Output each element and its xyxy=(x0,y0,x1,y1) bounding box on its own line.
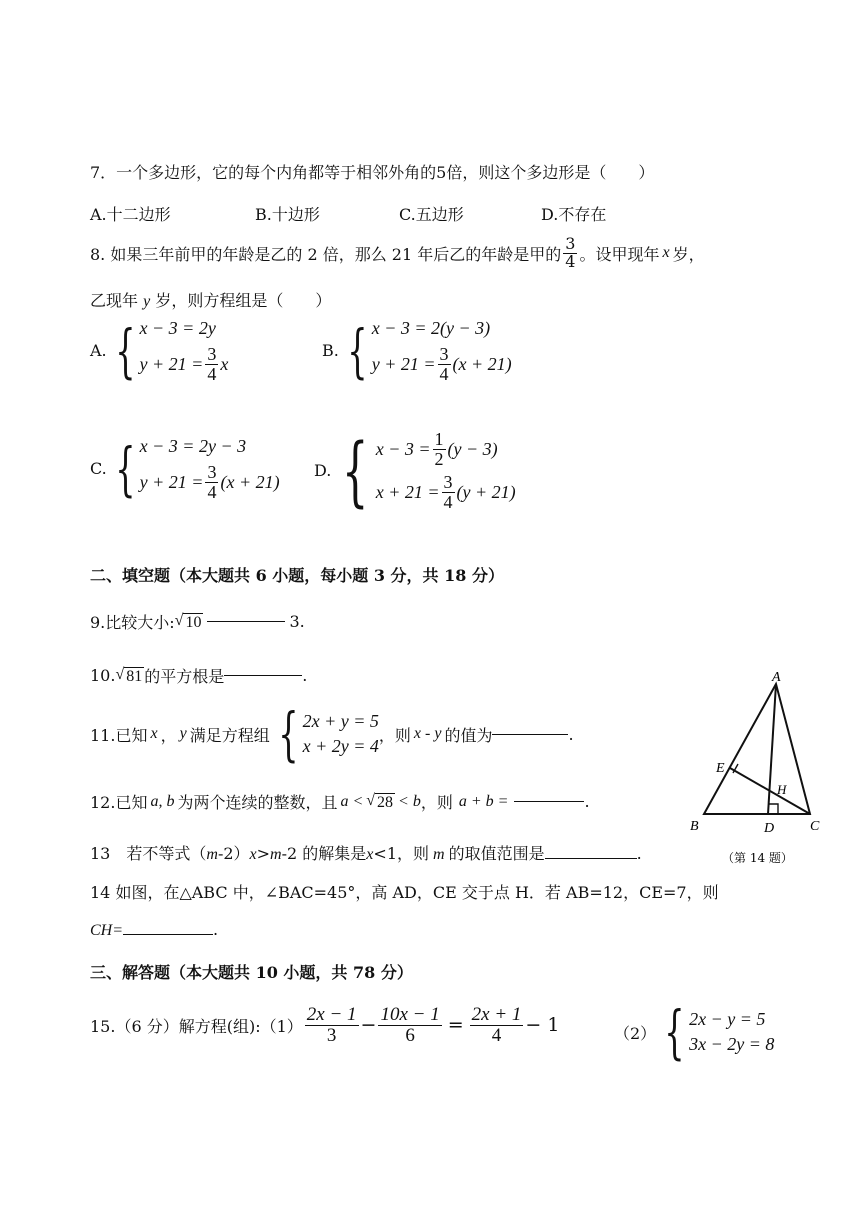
q8-option-c-system: { x − 3 = 2y − 3 y + 21 = $\frac{3}{4}$ (x + 21) xyxy=(115,434,280,503)
q8-option-b xyxy=(322,318,512,384)
q8-d-eq2-right: (y + 21) xyxy=(456,481,516,502)
q15-frac1 xyxy=(305,1005,359,1046)
q8-option-a-label: A. xyxy=(90,341,107,361)
label-c: C xyxy=(810,819,820,834)
q8-var-x: x xyxy=(662,244,670,262)
q15-frac3-den: 4 xyxy=(491,1024,502,1046)
q8-a-frac xyxy=(205,345,218,384)
q8-a-frac-den: 4 xyxy=(207,363,217,384)
q11-system: { 2x + y = 5 x + 2y = 4 xyxy=(278,700,379,768)
q7-option-b: B.十边形 xyxy=(255,205,320,224)
q15-part2 xyxy=(614,998,775,1066)
label-h: H xyxy=(777,782,787,797)
q14-line2 xyxy=(90,920,218,940)
q8-b-eq1: x − 3 = 2(y − 3) xyxy=(371,318,491,338)
q15-frac2 xyxy=(378,1005,441,1046)
q15-eq1: 2x − y = 5 xyxy=(689,1009,766,1029)
q8-option-c xyxy=(90,436,280,502)
q8-d-frac2 xyxy=(442,473,455,512)
q13-t5: 的取值范围是 xyxy=(448,844,545,863)
q10 xyxy=(90,664,307,687)
q15-part2-label: （2） xyxy=(614,1023,657,1043)
q11-answer-blank[interactable] xyxy=(492,734,568,735)
figure-caption: （第 14 题） xyxy=(722,851,793,865)
q8-c-frac xyxy=(205,463,218,502)
q15-equals: = xyxy=(447,1014,464,1037)
q10-end: . xyxy=(302,666,308,685)
q13-var-m: m xyxy=(206,846,218,863)
q9-text: 9.比较大小: xyxy=(90,613,175,632)
q13-var-x-2: x xyxy=(366,846,374,863)
q13-text-a: 13 若不等式（ xyxy=(90,844,207,863)
q8-c-eq2-left: y + 21 = xyxy=(139,471,204,492)
q10-number: 10. xyxy=(90,666,116,685)
q8-c-frac-den: 4 xyxy=(207,481,217,502)
q13-answer-blank[interactable] xyxy=(545,858,637,859)
q8-b-eq2-left: y + 21 = xyxy=(371,353,436,374)
q15-tail: − 1 xyxy=(525,1014,560,1037)
triangle-figure xyxy=(680,672,830,872)
q8-c-eq1: x − 3 = 2y − 3 xyxy=(139,436,247,456)
q8-stem-line2 xyxy=(90,288,331,311)
q12-text-a: 12.已知 xyxy=(90,793,148,812)
q13-var-m-2: m xyxy=(270,846,282,863)
q8-c-frac-num: 3 xyxy=(207,462,217,482)
q8-d-eq2-left: x + 21 = xyxy=(375,481,440,502)
q15-frac3-num: 2x + 1 xyxy=(471,1004,522,1025)
q8-d-frac1 xyxy=(433,430,446,469)
q8-b-frac-den: 4 xyxy=(439,363,449,384)
q11-end: . xyxy=(568,724,574,744)
q8-fraction xyxy=(563,236,577,271)
q15-eq2: 3x − 2y = 8 xyxy=(689,1034,775,1054)
q15-frac1-den: 3 xyxy=(326,1024,337,1046)
q13-t3: -2 的解集是 xyxy=(281,844,367,863)
q11-var-y: y xyxy=(179,725,187,742)
q10-sqrt: √ 81 xyxy=(115,665,143,685)
q8-option-b-label: B. xyxy=(322,341,339,361)
q11-text-a: 11.已知 xyxy=(90,725,148,745)
q8-b-eq2-right: (x + 21) xyxy=(452,353,512,374)
q14-line1: 14 如图，在△ABC 中，∠BAC=45°，高 AD，CE 交于点 H．若 AB=12，CE=7，则 xyxy=(90,883,719,902)
q9-sqrt: √ 10 xyxy=(174,611,202,631)
q8-b-frac-num: 3 xyxy=(439,344,449,364)
q8-option-a xyxy=(90,318,228,384)
q12-vars: a, b xyxy=(150,792,175,810)
q10-answer-blank[interactable] xyxy=(224,675,302,676)
q8-b-frac xyxy=(438,345,451,384)
q9-tail: 3. xyxy=(289,612,305,631)
q8-a-eq1: x − 3 = 2y xyxy=(139,318,216,338)
q9-answer-blank[interactable] xyxy=(207,621,285,622)
label-b: B xyxy=(690,819,699,834)
q8-a-eq2-left: y + 21 = xyxy=(139,353,204,374)
q9-radicand: 10 xyxy=(185,613,202,631)
q13-t4: <1，则 xyxy=(373,844,429,863)
q12-sum: a + b = xyxy=(458,792,509,810)
q8-d-frac2-num: 3 xyxy=(443,471,453,492)
q8-option-b-system: { x − 3 = 2(y − 3) y + 21 = $\frac{3}{4}$ (x + 21) xyxy=(347,316,512,385)
q7-option-a: A.十二边形 xyxy=(90,205,171,224)
q12-ineq-right: < b xyxy=(398,792,421,810)
q15-frac2-den: 6 xyxy=(405,1024,415,1046)
q10-radicand: 81 xyxy=(126,667,143,685)
q12-text-b: 为两个连续的整数，且 xyxy=(177,793,338,812)
label-e: E xyxy=(716,761,725,776)
q13-t2: > xyxy=(256,844,271,863)
q14-end: . xyxy=(213,920,219,939)
q7-option-d: D.不存在 xyxy=(541,205,607,224)
q8-a-eq2-right: x xyxy=(220,353,229,374)
q10-text: 的平方根是 xyxy=(144,667,225,686)
q11-text-b: 满足方程组 xyxy=(189,725,270,745)
q15-frac2-num: 10x − 1 xyxy=(380,1004,440,1025)
q14-ch: CH= xyxy=(90,922,124,939)
q8-d-eq1-left: x − 3 = xyxy=(375,438,431,459)
q13-t1: -2） xyxy=(217,844,250,863)
q12-sqrt: √ 28 xyxy=(366,791,394,811)
q8-d-eq1-right: (y − 3) xyxy=(447,438,498,459)
q11-expr: x - y xyxy=(413,725,442,742)
q11 xyxy=(90,700,574,768)
q13-var-x: x xyxy=(249,846,257,863)
q12 xyxy=(90,790,590,813)
q12-answer-blank[interactable] xyxy=(514,801,584,802)
q11-eq2: x + 2y = 4 xyxy=(302,736,379,756)
q7-option-c: C.五边形 xyxy=(399,205,464,224)
q14-answer-blank[interactable] xyxy=(123,934,213,935)
q8-line2-b: 岁，则方程组是（ ） xyxy=(155,291,332,310)
q8-stem-a: 8. 如果三年前甲的年龄是乙的 2 倍，那么 21 年后乙的年龄是甲的 xyxy=(90,244,562,264)
q12-text-c: ，则 xyxy=(420,793,453,812)
q8-stem-line1 xyxy=(90,236,705,271)
q15-frac1-num: 2x − 1 xyxy=(306,1004,357,1025)
q8-option-d-system: { x − 3 = $\frac{1}{2}$ (y − 3) x + 21 = $\frac{3}{4}$ (y + 21) xyxy=(342,425,516,515)
q8-d-frac1-den: 2 xyxy=(434,448,444,469)
q8-option-c-label: C. xyxy=(90,459,107,479)
q12-radicand: 28 xyxy=(377,793,394,811)
section-3-heading: 三、解答题（本大题共 10 小题，共 78 分） xyxy=(90,963,413,982)
q11-text-c: ，则 xyxy=(378,725,411,745)
q8-option-a-system: { x − 3 = 2y y + 21 = $\frac{3}{4}$ x xyxy=(114,316,229,385)
q13-var-m-3: m xyxy=(433,846,445,863)
q7-stem: 7．一个多边形，它的每个内角都等于相邻外角的5倍，则这个多边形是（ ） xyxy=(90,163,655,182)
q8-frac-num: 3 xyxy=(565,234,576,253)
q11-var-x: x xyxy=(150,725,158,742)
q11-text-d: 的值为 xyxy=(444,725,493,745)
q8-a-frac-num: 3 xyxy=(207,344,217,364)
q8-option-d-label: D. xyxy=(314,461,332,481)
label-a: A xyxy=(772,672,781,685)
q13 xyxy=(90,841,642,864)
q12-end: . xyxy=(584,792,590,811)
q8-d-frac2-den: 4 xyxy=(443,491,453,512)
label-d: D xyxy=(764,821,775,836)
q15-text: 15.（6 分）解方程(组):（1） xyxy=(90,1016,303,1036)
q8-frac-den: 4 xyxy=(565,251,576,271)
q11-eq1: 2x + y = 5 xyxy=(302,711,379,731)
q8-stem-c: 岁， xyxy=(672,244,705,264)
q8-var-y: y xyxy=(143,293,151,310)
q15-frac3 xyxy=(470,1005,524,1046)
q11-comma: ， xyxy=(160,725,177,745)
q8-c-eq2-right: (x + 21) xyxy=(220,471,280,492)
q12-ineq-left: a < xyxy=(340,792,364,810)
q8-d-frac1-num: 1 xyxy=(434,429,444,449)
q8-line2-a: 乙现年 xyxy=(90,291,139,310)
triangle-abc xyxy=(704,684,810,814)
q9 xyxy=(90,610,305,633)
q15 xyxy=(90,1005,559,1046)
q15-system: { 2x − y = 5 3x − 2y = 8 xyxy=(664,998,775,1066)
q8-option-d xyxy=(314,425,516,515)
section-2-heading: 二、填空题（本大题共 6 小题，每小题 3 分，共 18 分） xyxy=(90,566,504,585)
q8-stem-b: 。设甲现年 xyxy=(579,244,660,264)
q13-end: . xyxy=(636,844,642,863)
q15-minus: − xyxy=(360,1014,377,1037)
